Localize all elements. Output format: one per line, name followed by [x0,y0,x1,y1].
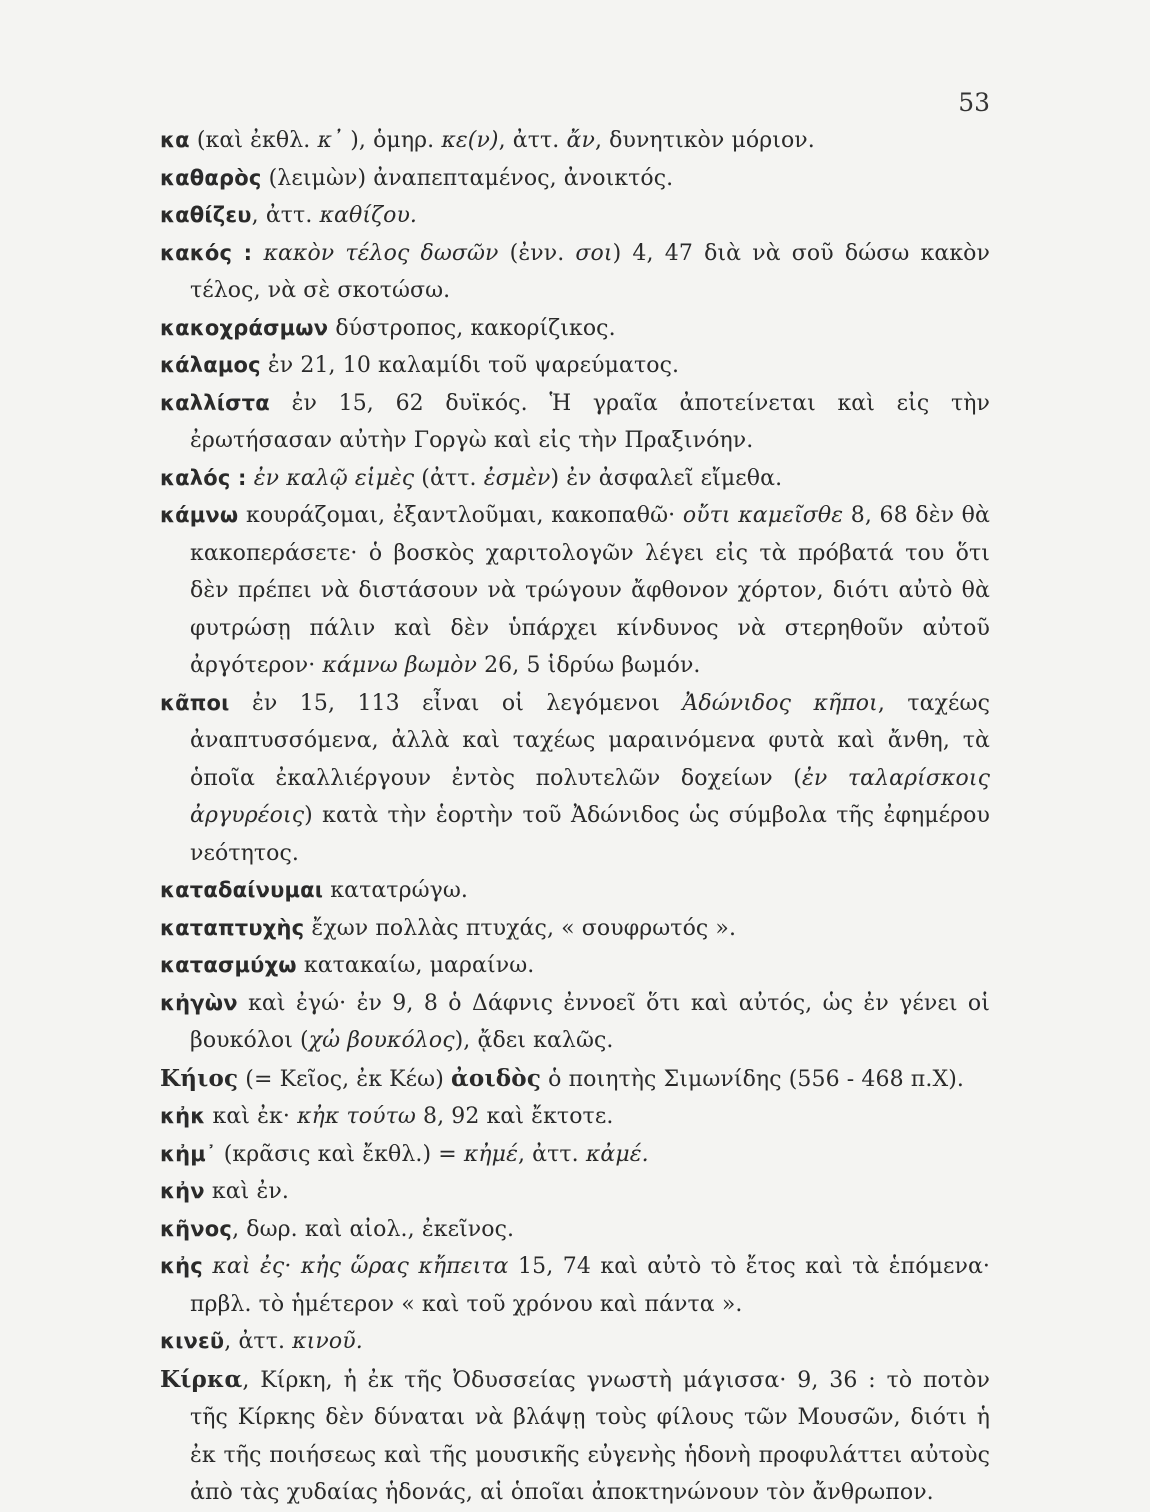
entry-text: , δυνητικὸν μόριον. [594,128,815,153]
entry-headword: κακοχράσμων [160,315,329,340]
entry-text: (καὶ ἐκθλ. [189,128,318,153]
entry-text: (ἀττ. [414,465,484,491]
glossary-entry [160,1173,990,1211]
glossary-entry [160,685,990,873]
glossary-entry [160,1361,990,1512]
entry-headword: κἠγὼν [160,990,238,1015]
entry-text [247,466,254,491]
entry-headword: κάμνω [160,503,239,527]
entry-italic-text: ἐσμὲν [483,465,551,491]
entry-bold-text: ἀοιδὸς [451,1064,542,1092]
entry-headword: κἠς [160,1254,203,1278]
entry-headword: κῆνος [160,1216,233,1241]
entry-text: , ἀττ. [518,1141,586,1167]
entry-text: ἐν 15, 113 εἶναι οἱ λεγόμενοι [229,690,683,716]
entry-headword: καλλίστα [160,390,270,415]
glossary-entry [160,310,990,348]
entry-text: (ἐνν. [498,240,576,266]
entry-headword: κακός : [160,240,253,265]
glossary-entry [160,235,990,310]
entry-headword: κα [160,128,190,152]
glossary-entry [160,910,990,948]
page-number: 53 [958,88,990,117]
entry-headword: καθαρὸς [160,165,262,190]
glossary-entry [160,947,990,985]
glossary-entry [160,160,990,198]
entry-italic-text: κακὸν τέλος δωσῶν [263,240,499,266]
entry-headword: Κίρκα [160,1365,243,1393]
entry-italic-text: ἐν ταλαρίσκοις ἀργυρέοις [190,765,990,828]
entry-text: καὶ ἐγώ· ἐν 9, 8 ὁ Δάφνις ἐννοεῖ ὅτι καὶ αὐτός, ὡς ἐν γένει οἱ βουκόλοι ( [190,990,990,1053]
entry-text: 26, 5 ἱδρύω βωμόν. [476,653,701,678]
entry-text: δύστροπος, κακορίζικος. [328,315,616,341]
entry-italic-text: κε(ν) [441,128,499,153]
entry-text: , ἀττ. [251,203,320,228]
entry-headword: καταδαίνυμαι [160,878,324,902]
entry-italic-text: ἐν καλῷ εἱμὲς [253,465,415,491]
entry-text: (λειμὼν) ἀναπεπταμένος, ἀνοικτός. [261,165,674,191]
entry-headword: κατασμύχω [160,953,297,977]
glossary-entry [160,1323,990,1361]
entry-headword: κἠμ᾽ [160,1141,217,1166]
entry-text: ), ᾄδει καλῶς. [454,1028,614,1053]
entry-text: ἐν 15, 62 δυϊκός. Ἡ γραῖα ἀποτείνεται καὶ εἰς τὴν ἐρωτήσασαν αὐτὴν Γοργὼ καὶ εἰς τὴν Πραξινόην. [190,390,990,453]
entry-text: (= Κεῖος, ἐκ Κέω) [238,1066,451,1092]
entry-italic-text: κ᾽ [317,128,344,153]
glossary-entry [160,197,990,235]
glossary-entry [160,872,990,910]
entry-italic-text: Ἀδώνιδος κῆποι [682,690,878,716]
entry-text: , δωρ. καὶ αἰολ., ἐκεῖνος. [232,1216,515,1242]
glossary-entry [160,347,990,385]
entry-text: 8, 92 καὶ ἔκτοτε. [415,1104,614,1129]
entry-headword: κᾶποι [160,690,230,715]
entry-text: ) ἐν ἀσφαλεῖ εἴμεθα. [550,465,783,491]
entry-italic-text: κἀμέ. [585,1141,649,1167]
glossary-entry [160,460,990,498]
entry-text: καὶ ἐκ· [205,1104,298,1129]
entry-text: , ἀττ. [498,128,567,153]
entry-italic-text: καθίζου. [319,203,418,228]
entry-text: κατατρώγω. [323,878,469,903]
entry-italic-text: οὔτι καμεῖσθε [682,503,844,528]
entry-text: ), ὁμηρ. [343,128,442,153]
entry-text: (κρᾶσις καὶ ἔκθλ.) = [216,1141,464,1167]
entry-headword: κάλαμος [160,353,261,377]
entry-italic-text: χὠ βουκόλος [308,1028,455,1053]
entry-text: , ταχέως ἀναπτυσσόμενα, ἀλλὰ καὶ ταχέως μαραινόμενα φυτὰ καὶ ἄνθη, τὰ ὁποῖα ἐκαλλιέργουν ἐντὸς πολυτελῶν δοχείων ( [190,690,990,791]
glossary-entry [160,985,990,1060]
glossary-entry [160,497,990,685]
entry-text: 15, 74 καὶ αὐτὸ τὸ ἔτος καὶ τὰ ἑπόμενα· πρβλ. τὸ ἡμέτερον « καὶ τοῦ χρόνου καὶ πάντα ». [190,1254,991,1317]
entry-text: ὁ ποιητὴς Σιμωνίδης (556 - 468 π.Χ). [541,1066,964,1092]
entry-headword: κἠν [160,1179,205,1203]
entry-text: , Κίρκη, ἡ ἐκ τῆς Ὀδυσσείας γνωστὴ μάγισσα· 9, 36 : τὸ ποτὸν τῆς Κίρκης δὲν δύναται νὰ βλάψῃ τοὺς φίλους τῶν Μουσῶν, διότι ἡ ἐκ τῆς ποιήσεως καὶ τῆς μουσικῆς εὐγενὴς ἡδονὴ προφυλάττει αὐτοὺς ἀπὸ τὰς χυδαίας ἡδονάς, αἱ ὁποῖαι ἀποκτηνώνουν τὸν ἄνθρωπον. [190,1367,990,1505]
glossary-entries [160,122,990,1512]
entry-headword: κἠκ [160,1104,206,1128]
entry-italic-text: κἠκ τούτω [297,1104,416,1129]
entry-italic-text: σοι [575,240,613,266]
glossary-entry [160,122,990,160]
entry-text: 8, 68 δὲν θὰ κακοπεράσετε· ὁ βοσκὸς χαριτολογῶν λέγει εἰς τὰ πρόβατά του ὅτι δὲν πρέπει νὰ διστάσουν νὰ τρώγουν ἄφθονον χόρτον, διότι αὐτὸ θὰ φυτρώσῃ πάλιν καὶ δὲν ὑπάρχει κίνδυνος νὰ στερηθοῦν αὐτοῦ ἀργότερον· [190,503,990,678]
entry-italic-text: κάμνω βωμὸν [322,653,477,678]
entry-text: καὶ ἐν. [204,1179,289,1204]
entry-text: ) κατὰ τὴν ἑορτὴν τοῦ Ἀδώνιδος ὡς σύμβολα τῆς ἐφημέρου νεότητος. [190,803,990,866]
entry-italic-text: ἄν [566,128,595,153]
glossary-entry [160,1211,990,1249]
entry-text: κατακαίω, μαραίνω. [296,953,535,978]
entry-text: , ἀττ. [224,1329,293,1354]
entry-italic-text: καὶ ἐς· κἠς ὥρας κἤπειτα [212,1254,509,1279]
entry-italic-text: κινοῦ. [292,1329,363,1354]
glossary-entry [160,385,990,460]
entry-text [252,241,263,266]
entry-headword: καθίζευ [160,203,252,227]
glossary-entry [160,1098,990,1136]
glossary-entry [160,1060,990,1099]
entry-headword: κινεῦ [160,1329,225,1353]
glossary-entry [160,1248,990,1323]
entry-text: κουράζομαι, ἐξαντλοῦμαι, κακοπαθῶ· [238,503,683,528]
entry-italic-text: κἠμέ [463,1141,518,1167]
entry-headword: καλός : [160,465,247,490]
entry-headword: καταπτυχὴς [160,915,305,940]
entry-text: ) 4, 47 διὰ νὰ σοῦ δώσω κακὸν τέλος, νὰ σὲ σκοτώσω. [190,240,990,303]
entry-headword: Κήιος [160,1064,239,1092]
entry-text: ἔχων πολλὰς πτυχάς, « σουφρωτός ». [304,915,737,941]
entry-text [203,1254,212,1279]
glossary-entry [160,1136,990,1174]
entry-text: ἐν 21, 10 καλαμίδι τοῦ ψαρεύματος. [260,353,680,378]
